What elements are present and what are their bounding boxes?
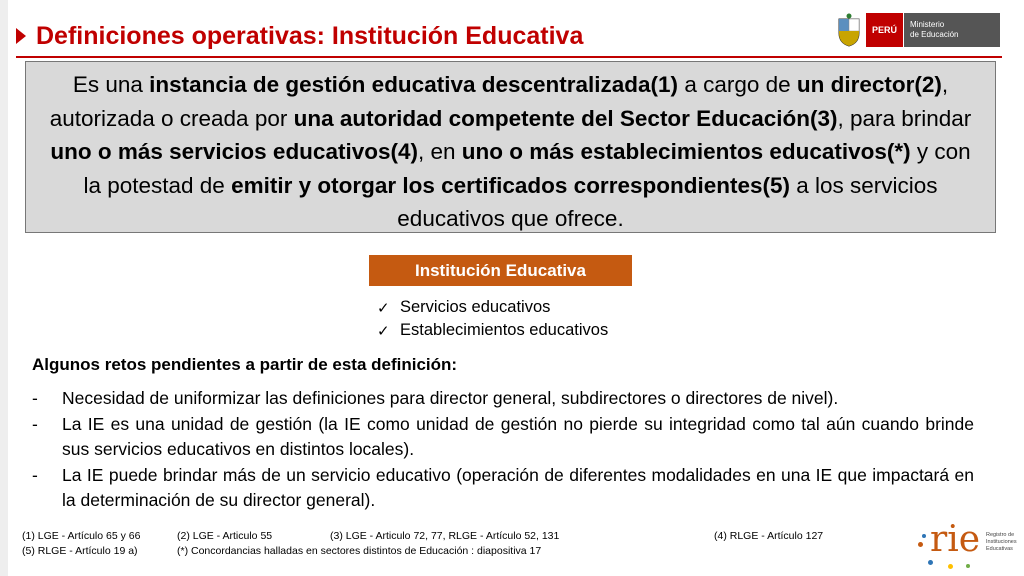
check-item: [377, 319, 608, 342]
footnote-5: (5) RLGE - Artículo 19 a): [22, 545, 138, 557]
definition-text: , en: [417, 139, 462, 164]
definition-bold: instancia de gestión educativa descentralizada(1): [149, 72, 679, 97]
title-row: [16, 18, 583, 54]
page-title: Definiciones operativas: Institución Educativa: [36, 21, 584, 50]
logo-dot: [918, 542, 923, 547]
definition-bold: emitir y otorgar los certificados correspondientes(5): [231, 172, 790, 198]
rie-wordmark: rie: [930, 519, 981, 560]
checklist: [377, 296, 608, 342]
rie-subtitle-line: Registro de: [986, 532, 1015, 538]
logo-dot: [966, 564, 970, 568]
rie-subtitle-line: Educativas: [986, 546, 1013, 552]
dash-bullet: -: [32, 465, 38, 485]
list-item: [32, 386, 974, 411]
peru-label: PERÚ: [866, 13, 904, 47]
title-underline: [16, 56, 1002, 58]
definition-bold: una autoridad competente del Sector Educación(3): [293, 105, 838, 131]
footnote-2: (2) LGE - Articulo 55: [177, 530, 273, 542]
definition-text: a cargo de: [678, 72, 797, 97]
institucion-educativa-box: Institución Educativa: [369, 255, 632, 286]
dash-bullet: -: [32, 388, 38, 408]
rie-subtitle: [986, 532, 1020, 553]
definition-bold: un director(2): [796, 72, 942, 97]
check-icon: ✓: [377, 322, 390, 340]
logo-dot: [922, 534, 926, 538]
definition-text: Es una: [72, 72, 150, 97]
peru-crest-icon: [836, 13, 862, 47]
logo-dot: [928, 560, 933, 565]
ministry-line-2: de Educación: [910, 30, 959, 39]
check-item-label: Establecimientos educativos: [400, 321, 609, 339]
definition-bold: uno o más establecimientos educativos(*): [461, 139, 911, 164]
footnote-3: (3) LGE - Articulo 72, 77, RLGE - Artículo 52, 131: [330, 530, 560, 542]
list-item: [32, 463, 974, 513]
retos-title: Algunos retos pendientes a partir de esta definición:: [32, 355, 458, 374]
ministry-line-1: Ministerio: [910, 20, 945, 29]
check-item: [377, 296, 608, 319]
check-item-label: Servicios educativos: [400, 298, 551, 316]
rie-logo: [918, 520, 1018, 572]
check-icon: ✓: [377, 299, 390, 317]
definition-bold: uno o más servicios educativos(4): [50, 139, 418, 164]
left-strip: [0, 0, 8, 576]
list-item-text: La IE es una unidad de gestión (la IE como unidad de gestión no pierde su integridad como tal aún cuando brinde sus servicios educativos en distintos locales).: [62, 414, 974, 459]
ministry-logo: [836, 13, 1000, 47]
dash-bullet: -: [32, 414, 38, 434]
footnote-6: (*) Concordancias halladas en sectores distintos de Educación : diapositiva 17: [177, 545, 542, 557]
list-item: [32, 412, 974, 462]
footnote-1: (1) LGE - Artículo 65 y 66: [22, 530, 141, 542]
definition-text: y con la potestad de: [83, 139, 971, 198]
logo-dot: [948, 564, 953, 569]
definition-text: , autorizada o creada por: [49, 72, 949, 131]
retos-list: [32, 386, 974, 514]
caret-right-icon: [16, 28, 26, 44]
ministry-label: [904, 13, 1000, 47]
footnote-4: (4) RLGE - Artículo 127: [714, 530, 824, 542]
list-item-text: Necesidad de uniformizar las definiciones para director general, subdirectores o directores de nivel).: [62, 388, 839, 408]
definition-text: , para brindar: [837, 105, 972, 131]
rie-subtitle-line: Instituciones: [986, 539, 1017, 545]
list-item-text: La IE puede brindar más de un servicio educativo (operación de diferentes modalidades en una IE que impactará en la determinación de su director general).: [62, 465, 974, 510]
definition-text: a los servicios educativos que ofrece.: [397, 172, 938, 231]
definition-box: [25, 61, 996, 233]
